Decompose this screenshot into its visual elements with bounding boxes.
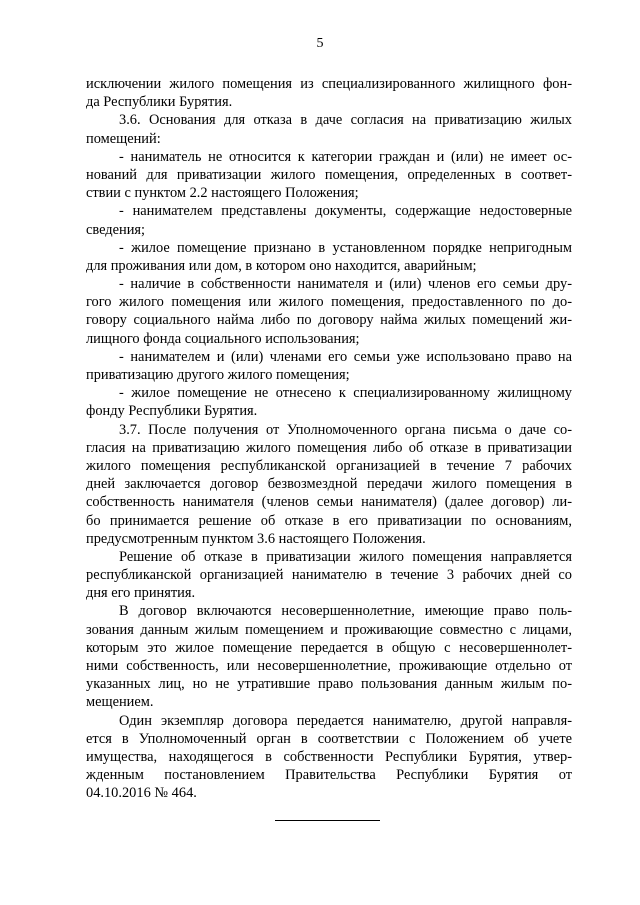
text-line: да Республики Бурятия. — [86, 94, 233, 111]
text-line: жилого помещения республиканской организацией в течение 7 рабочих — [86, 457, 572, 474]
text-line: мещением. — [86, 694, 154, 711]
text-line: дней заключается договор безвозмездной передачи жилого помещения в — [86, 476, 572, 493]
text-line: Решение об отказе в приватизации жилого помещения направляется — [119, 548, 572, 565]
text-line: - наниматель не относится к категории граждан и (или) не имеет ос- — [119, 148, 572, 165]
text-line: сведения; — [86, 221, 146, 238]
text-line: говору социального найма либо по договору найма жилых помещений жи- — [86, 312, 572, 329]
text-line: ними собственность, или несовершеннолетние, проживающие отдельно от — [86, 658, 572, 674]
text-line: - жилое помещение признано в установленном порядке непригодным — [119, 239, 572, 256]
text-line: для проживания или дом, в котором оно находится, аварийным; — [86, 257, 477, 274]
text-line: бо принимается решение об отказе в его приватизации по основаниям, — [86, 512, 572, 529]
text-line: указанных лиц, но не утратившие право пользования данным жилым по- — [86, 676, 572, 693]
text-line: ствии с пунктом 2.2 настоящего Положения; — [86, 185, 359, 202]
text-line: нований для приватизации жилого помещения, определенных в соответ- — [86, 166, 572, 183]
text-line: зования данным жилым помещением и проживающие совместно с лицами, — [86, 621, 572, 638]
text-line: лищного фонда социального использования; — [86, 330, 360, 347]
text-line: - наличие в собственности нанимателя и (или) членов его семьи дру- — [119, 276, 572, 293]
text-line: 04.10.2016 № 464. — [86, 785, 197, 802]
text-line: - нанимателем представлены документы, содержащие недостоверные — [119, 203, 572, 220]
text-line: - нанимателем и (или) членами его семьи уже использовано право на — [119, 348, 572, 365]
text-line: республиканской организацией нанимателю в течение 3 рабочих дней со — [86, 567, 572, 584]
text-line: помещений: — [86, 130, 161, 147]
text-line: ется в Уполномоченный орган в соответствии с Положением об учете — [86, 730, 572, 747]
text-line: которым это жилое помещение передается в общую с несовершеннолет- — [86, 639, 572, 656]
text-line: гласия на приватизацию жилого помещения либо об отказе в приватизации — [86, 439, 572, 456]
text-line: - жилое помещение не отнесено к специализированному жилищному — [119, 385, 572, 402]
text-line: приватизацию другого жилого помещения; — [86, 367, 350, 383]
text-line: 3.7. После получения от Уполномоченного органа письма о даче со- — [119, 421, 572, 438]
text-line: Один экземпляр договора передается нанимателю, другой направля- — [119, 712, 572, 729]
text-line: 3.6. Основания для отказа в даче согласия на приватизацию жилых — [119, 112, 572, 129]
text-line: собственность нанимателя (членов семьи нанимателя) (далее договор) ли- — [86, 494, 572, 511]
document-body — [86, 75, 572, 803]
text-line: дня его принятия. — [86, 585, 196, 602]
text-line: предусмотренным пунктом 3.6 настоящего Положения. — [86, 530, 426, 547]
text-line: исключении жилого помещения из специализированного жилищного фон- — [86, 76, 572, 92]
text-line: фонду Республики Бурятия. — [86, 403, 258, 420]
text-line: имущества, находящегося в собственности Республики Бурятия, утвер- — [86, 748, 572, 765]
text-line: гого жилого помещения или жилого помещения, предоставленного по до- — [86, 294, 572, 311]
text-line: жденным постановлением Правительства Республики Бурятия от — [86, 767, 572, 784]
page-number: 5 — [316, 36, 324, 51]
text-line: В договор включаются несовершеннолетние, имеющие право поль- — [119, 603, 572, 620]
end-of-text-rule — [275, 820, 380, 821]
